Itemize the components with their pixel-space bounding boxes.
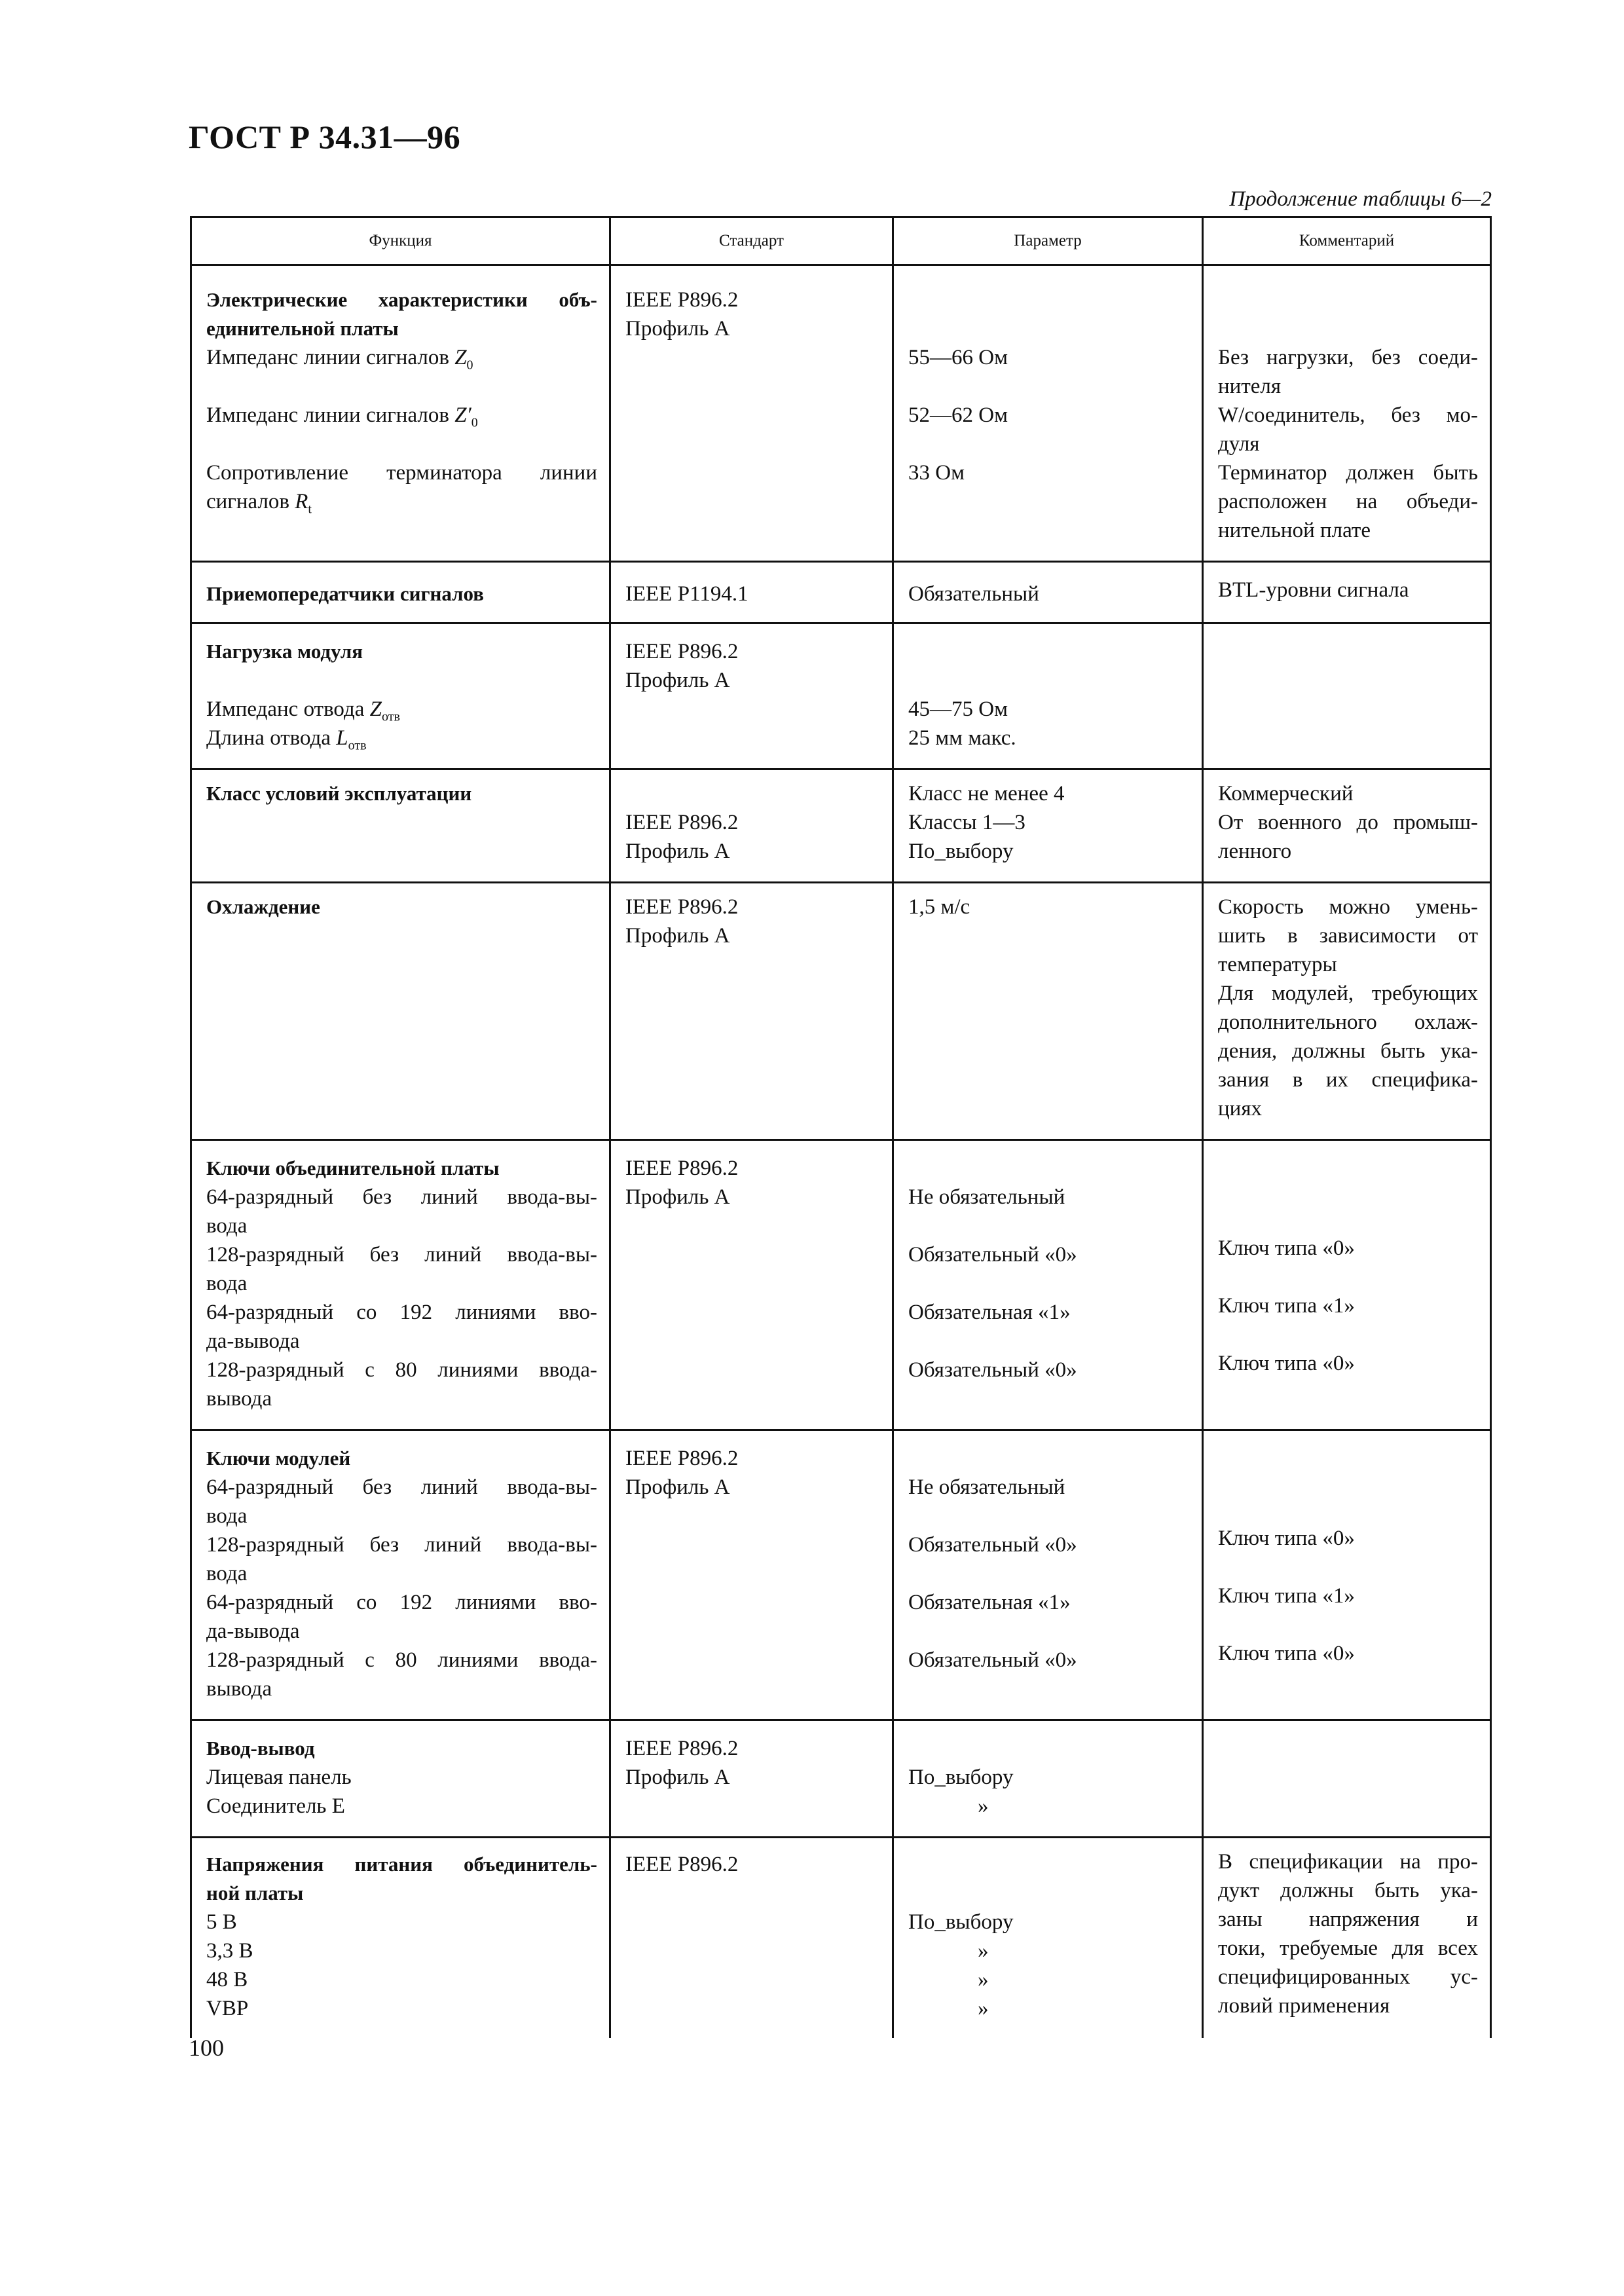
comment-text: токи, требуемые для всех bbox=[1218, 1936, 1478, 1960]
row-heading: Класс условий эксплуатации bbox=[206, 782, 472, 805]
comment-text: Скорость можно умень- bbox=[1218, 895, 1478, 919]
standard-text: IEEE P1194.1 bbox=[625, 582, 748, 606]
function-item-cont: вода bbox=[206, 1562, 248, 1585]
standard-profile: Профиль А bbox=[625, 924, 730, 948]
comment-text: дополнительного охлаж- bbox=[1218, 1010, 1478, 1034]
function-item-cont: вода bbox=[206, 1272, 248, 1295]
table-row-operating-class bbox=[191, 769, 1491, 883]
cell-comment bbox=[1203, 1140, 1491, 1430]
function-item: Импеданс отвода $Z_{отв}$ bbox=[206, 697, 400, 724]
cell-function bbox=[191, 1720, 610, 1838]
cell-function bbox=[191, 883, 610, 1140]
standard-text: IEEE P896.2 bbox=[625, 288, 739, 312]
comment-text: Коммерческий bbox=[1218, 782, 1354, 805]
table-row-backplane-keys bbox=[191, 1140, 1491, 1430]
parameter-value: Обязательный «0» bbox=[908, 1533, 1077, 1557]
parameter-value: 52—62 Ом bbox=[908, 403, 1008, 427]
comment-text: От военного до промыш- bbox=[1218, 811, 1478, 834]
cell-standard bbox=[610, 769, 893, 883]
cell-parameter bbox=[893, 1720, 1203, 1838]
comment-text: Ключ типа «1» bbox=[1218, 1584, 1355, 1608]
standard-profile: Профиль А bbox=[625, 317, 730, 341]
function-item: Лицевая панель bbox=[206, 1766, 352, 1789]
cell-parameter bbox=[893, 265, 1203, 562]
cell-standard bbox=[610, 1430, 893, 1720]
function-item-cont: да-вывода bbox=[206, 1329, 300, 1353]
cell-standard bbox=[610, 883, 893, 1140]
row-heading: Ключи модулей bbox=[206, 1447, 351, 1470]
function-item: 128-разрядный с 80 линиями ввода- bbox=[206, 1358, 597, 1382]
comment-text: зания в их специфика- bbox=[1218, 1068, 1478, 1092]
document-standard-title: ГОСТ Р 34.31—96 bbox=[189, 119, 461, 155]
parameter-value: Обязательный bbox=[908, 582, 1039, 606]
column-header-function: Функция bbox=[191, 217, 610, 265]
function-item-cont: вывода bbox=[206, 1677, 272, 1701]
comment-text: заны напряжения и bbox=[1218, 1908, 1478, 1931]
parameter-value: 55—66 Ом bbox=[908, 346, 1008, 369]
comment-text: BTL-уровни сигнала bbox=[1218, 578, 1409, 602]
function-item: VBP bbox=[206, 1997, 249, 2020]
column-header-comment: Комментарий bbox=[1203, 217, 1491, 265]
cell-comment bbox=[1203, 1720, 1491, 1838]
function-item-cont: да-вывода bbox=[206, 1620, 300, 1643]
row-heading: Охлаждение bbox=[206, 895, 320, 918]
function-item: 128-разрядный без линий ввода-вы- bbox=[206, 1243, 597, 1267]
cell-parameter bbox=[893, 562, 1203, 623]
parameter-value: Классы 1—3 bbox=[908, 811, 1025, 834]
comment-text: температуры bbox=[1218, 953, 1337, 976]
standard-text: IEEE P896.2 bbox=[625, 1157, 739, 1180]
cell-function bbox=[191, 1140, 610, 1430]
row-heading: Нагрузка модуля bbox=[206, 640, 363, 663]
comment-text: нительной плате bbox=[1218, 519, 1371, 542]
ditto-mark: » bbox=[978, 1968, 989, 1991]
comment-text: Ключ типа «0» bbox=[1218, 1527, 1355, 1550]
cell-comment bbox=[1203, 623, 1491, 769]
cell-comment bbox=[1203, 562, 1491, 623]
standard-text: IEEE P896.2 bbox=[625, 1853, 739, 1876]
table-continuation-caption: Продолжение таблицы 6—2 bbox=[1229, 187, 1492, 211]
table-row-cooling bbox=[191, 883, 1491, 1140]
cell-parameter bbox=[893, 883, 1203, 1140]
function-item: 3,3 В bbox=[206, 1939, 253, 1963]
cell-parameter bbox=[893, 769, 1203, 883]
function-item: Соединитель Е bbox=[206, 1794, 345, 1818]
cell-comment bbox=[1203, 883, 1491, 1140]
comment-text: Без нагрузки, без соеди- bbox=[1218, 346, 1478, 369]
cell-parameter bbox=[893, 623, 1203, 769]
function-item: 128-разрядный без линий ввода-вы- bbox=[206, 1533, 597, 1557]
parameter-value: По_выбору bbox=[908, 840, 1014, 863]
comment-text: дуля bbox=[1218, 432, 1260, 456]
table-header-row bbox=[191, 217, 1491, 265]
function-item: Импеданс линии сигналов $Z'_0$ bbox=[206, 403, 478, 430]
standard-text: IEEE P896.2 bbox=[625, 895, 739, 919]
function-item-cont: вывода bbox=[206, 1387, 272, 1411]
parameter-value: 45—75 Ом bbox=[908, 697, 1008, 721]
column-header-parameter: Параметр bbox=[893, 217, 1203, 265]
parameter-value: 25 мм макс. bbox=[908, 726, 1016, 750]
table-row-backplane-electrical bbox=[191, 265, 1491, 562]
function-item: Импеданс линии сигналов $Z_0$ bbox=[206, 346, 473, 373]
parameter-value: 1,5 м/с bbox=[908, 895, 970, 919]
cell-function bbox=[191, 1430, 610, 1720]
function-item: Длина отвода $L_{отв}$ bbox=[206, 726, 367, 753]
standard-text: IEEE P896.2 bbox=[625, 640, 739, 663]
cell-comment bbox=[1203, 265, 1491, 562]
cell-standard bbox=[610, 623, 893, 769]
specification-table bbox=[190, 216, 1492, 2038]
ditto-mark: » bbox=[978, 1794, 989, 1818]
comment-text: ловий применения bbox=[1218, 1994, 1390, 2018]
cell-standard bbox=[610, 1838, 893, 2038]
parameter-value: Не обязательный bbox=[908, 1185, 1065, 1209]
parameter-value: Класс не менее 4 bbox=[908, 782, 1065, 805]
comment-text: расположен на объеди- bbox=[1218, 490, 1478, 513]
comment-text: Для модулей, требующих bbox=[1218, 982, 1478, 1005]
standard-text: IEEE P896.2 bbox=[625, 1447, 739, 1470]
row-heading-cont: единительной платы bbox=[206, 317, 399, 340]
comment-text: специфицированных ус- bbox=[1218, 1965, 1478, 1989]
comment-text: В спецификации на про- bbox=[1218, 1850, 1478, 1874]
function-item: 64-разрядный со 192 линиями вво- bbox=[206, 1301, 597, 1324]
standard-profile: Профиль А bbox=[625, 669, 730, 692]
cell-function bbox=[191, 562, 610, 623]
standard-text: IEEE P896.2 bbox=[625, 811, 739, 834]
ditto-mark: » bbox=[978, 1939, 989, 1963]
cell-standard bbox=[610, 562, 893, 623]
function-item: 64-разрядный без линий ввода-вы- bbox=[206, 1185, 597, 1209]
function-item: Сопротивление терминатора линии bbox=[206, 461, 597, 485]
parameter-value: Не обязательный bbox=[908, 1475, 1065, 1499]
comment-text: дукт должны быть ука- bbox=[1218, 1879, 1478, 1902]
cell-standard bbox=[610, 1720, 893, 1838]
comment-text: циях bbox=[1218, 1097, 1262, 1120]
table-row-module-load bbox=[191, 623, 1491, 769]
comment-text: W/соединитель, без мо- bbox=[1218, 403, 1478, 427]
parameter-value: 33 Ом bbox=[908, 461, 965, 485]
table-row-backplane-power bbox=[191, 1838, 1491, 2038]
standard-profile: Профиль А bbox=[625, 840, 730, 863]
cell-parameter bbox=[893, 1838, 1203, 2038]
cell-standard bbox=[610, 1140, 893, 1430]
ditto-mark: » bbox=[978, 1997, 989, 2020]
cell-function bbox=[191, 623, 610, 769]
cell-standard bbox=[610, 265, 893, 562]
row-heading-cont: ной платы bbox=[206, 1881, 304, 1904]
function-item-cont: вода bbox=[206, 1214, 248, 1238]
table-row-transceivers bbox=[191, 562, 1491, 623]
function-item: 48 В bbox=[206, 1968, 248, 1991]
comment-text: Ключ типа «0» bbox=[1218, 1236, 1355, 1260]
standard-profile: Профиль А bbox=[625, 1475, 730, 1499]
comment-text: Ключ типа «0» bbox=[1218, 1642, 1355, 1665]
comment-text: Терминатор должен быть bbox=[1218, 461, 1478, 485]
row-heading: Ввод-вывод bbox=[206, 1737, 315, 1760]
comment-text: дения, должны быть ука- bbox=[1218, 1039, 1478, 1063]
function-item-cont: вода bbox=[206, 1504, 248, 1528]
function-item: 64-разрядный без линий ввода-вы- bbox=[206, 1475, 597, 1499]
parameter-value: Обязательный «0» bbox=[908, 1243, 1077, 1267]
standard-profile: Профиль А bbox=[625, 1766, 730, 1789]
function-item: 64-разрядный со 192 линиями вво- bbox=[206, 1591, 597, 1614]
page-number: 100 bbox=[189, 2035, 224, 2061]
table-row-io bbox=[191, 1720, 1491, 1838]
parameter-value: Обязательная «1» bbox=[908, 1301, 1071, 1324]
cell-function bbox=[191, 265, 610, 562]
cell-comment bbox=[1203, 769, 1491, 883]
cell-parameter bbox=[893, 1430, 1203, 1720]
row-heading: Приемопередатчики сигналов bbox=[206, 582, 485, 605]
function-item: 128-разрядный с 80 линиями ввода- bbox=[206, 1648, 597, 1672]
comment-text: Ключ типа «0» bbox=[1218, 1352, 1355, 1375]
standard-profile: Профиль А bbox=[625, 1185, 730, 1209]
parameter-value: Обязательный «0» bbox=[908, 1358, 1077, 1382]
row-heading: Напряжения питания объединитель- bbox=[206, 1853, 597, 1876]
row-heading: Электрические характеристики объ- bbox=[206, 288, 597, 311]
comment-text: нителя bbox=[1218, 375, 1282, 398]
comment-text: ленного bbox=[1218, 840, 1292, 863]
function-item: 5 В bbox=[206, 1910, 237, 1934]
function-item-cont: сигналов $R_t$ bbox=[206, 490, 312, 517]
parameter-value: По_выбору bbox=[908, 1910, 1014, 1934]
comment-text: шить в зависимости от bbox=[1218, 924, 1478, 948]
table-row-module-keys bbox=[191, 1430, 1491, 1720]
cell-parameter bbox=[893, 1140, 1203, 1430]
cell-comment bbox=[1203, 1838, 1491, 2038]
comment-text: Ключ типа «1» bbox=[1218, 1294, 1355, 1318]
cell-comment bbox=[1203, 1430, 1491, 1720]
standard-text: IEEE P896.2 bbox=[625, 1737, 739, 1760]
parameter-value: По_выбору bbox=[908, 1766, 1014, 1789]
parameter-value: Обязательный «0» bbox=[908, 1648, 1077, 1672]
column-header-standard: Стандарт bbox=[610, 217, 893, 265]
cell-function bbox=[191, 1838, 610, 2038]
row-heading: Ключи объединительной платы bbox=[206, 1157, 500, 1179]
cell-function bbox=[191, 769, 610, 883]
parameter-value: Обязательная «1» bbox=[908, 1591, 1071, 1614]
